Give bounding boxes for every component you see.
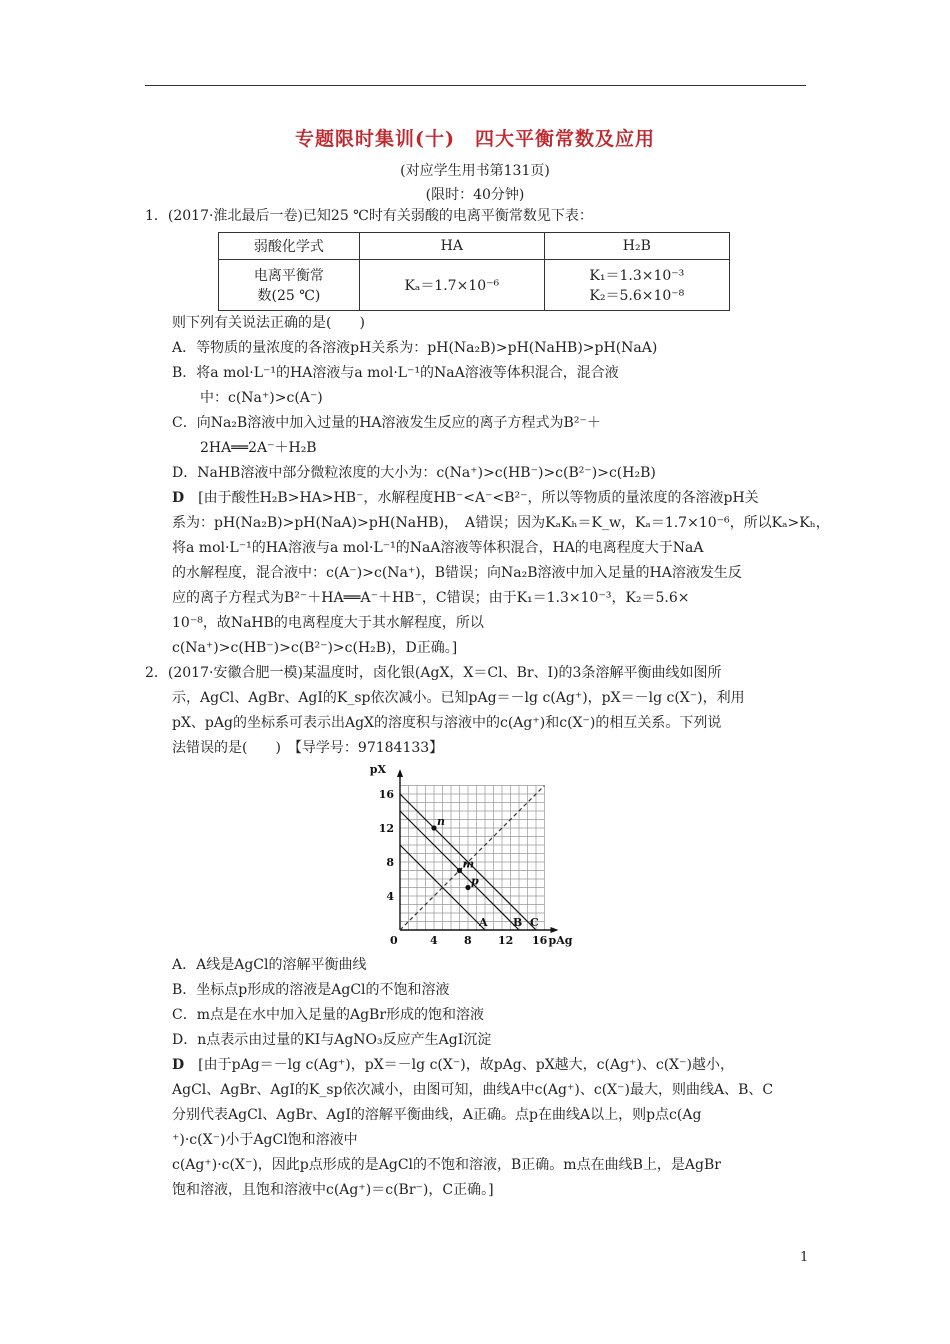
q2-stem-2: 示，AgCl、AgBr、AgI的K_sp依次减小。已知pAg＝－lg c(Ag⁺)，pX＝－lg c(X⁻)，利用	[172, 690, 745, 706]
q2-option-b: B．坐标点p形成的溶液是AgCl的不饱和溶液	[172, 982, 450, 998]
q2-answer: D	[172, 1057, 185, 1073]
q1-constants-table	[218, 232, 730, 311]
q1-option-a: A．等物质的量浓度的各溶液pH关系为：pH(Na₂B)>pH(NaHB)>pH(NaA)	[172, 340, 658, 356]
q1-explanation-5: 应的离子方程式为B²⁻＋HA══A⁻＋HB⁻，C错误；由于K₁＝1.3×10⁻³，K₂＝5.6×	[172, 590, 690, 606]
x-axis-arrow	[551, 927, 559, 933]
q1-explanation-7: c(Na⁺)>c(HB⁻)>c(B²⁻)>c(H₂B)，D正确。]	[172, 640, 458, 656]
q2-option-c: C．m点是在水中加入足量的AgBr形成的饱和溶液	[172, 1007, 485, 1023]
q1-option-c-cont: 2HA══2A⁻＋H₂B	[200, 440, 317, 456]
table-cell-ka: Kₐ＝1.7×10⁻⁶	[359, 260, 544, 311]
table-row-label: 电离平衡常 数(25 ℃)	[219, 260, 360, 311]
point-n	[431, 825, 436, 830]
q2-explanation-2: AgCl、AgBr、AgI的K_sp依次减小，由图可知，曲线A中c(Ag⁺)、c(X⁻)最大，则曲线A、B、C	[172, 1082, 774, 1098]
x-axis-label: pAg	[548, 934, 573, 947]
q1-explanation-4: 的水解程度，混合液中：c(A⁻)>c(Na⁺)，B错误；向Na₂B溶液中加入足量的HA溶液发生反	[172, 565, 742, 581]
q1-explanation-2: 系为：pH(Na₂B)>pH(NaA)>pH(NaHB)， A错误；因为KₐKₕ＝K_w，Kₐ＝1.7×10⁻⁶，所以Kₐ>Kₕ，	[172, 515, 830, 531]
q1-ask: 则下列有关说法正确的是( )	[172, 315, 365, 331]
table-header-ha: HA	[359, 233, 544, 260]
q2-explanation-6: 饱和溶液，且饱和溶液中c(Ag⁺)＝c(Br⁻)，C正确。]	[172, 1182, 494, 1198]
point-m	[457, 868, 462, 873]
q1-option-c: C．向Na₂B溶液中加入过量的HA溶液发生反应的离子方程式为B²⁻＋	[172, 415, 601, 431]
q2-option-d: D．n点表示由过量的KI与AgNO₃反应产生AgI沉淀	[172, 1032, 492, 1048]
series-label-C: C	[530, 916, 539, 929]
point-label-m: m	[462, 857, 475, 871]
q2-explanation-3: 分别代表AgCl、AgBr、AgI的溶解平衡曲线，A正确。点p在曲线A以上，则p点c(Ag	[172, 1107, 702, 1123]
page-title: 专题限时集训(十) 四大平衡常数及应用	[295, 128, 655, 150]
series-label-A: A	[479, 916, 488, 929]
q2-stem-4: 法错误的是( ) 【导学号：97184133】	[172, 740, 444, 756]
table-cell-k1k2: K₁＝1.3×10⁻³ K₂＝5.6×10⁻⁸	[544, 260, 729, 311]
y-axis-arrow	[397, 769, 403, 777]
series-label-B: B	[513, 916, 523, 929]
x-tick-label: 8	[464, 934, 472, 947]
table-header-h2b: H₂B	[544, 233, 729, 260]
subtitle-time-limit: (限时：40分钟)	[425, 187, 525, 203]
q2-stem-1: 2．(2017·安徽合肥一模)某温度时，卤化银(AgX，X＝Cl、Br、I)的3条溶解平衡曲线如图所	[145, 665, 722, 681]
q2-explanation-5: c(Ag⁺)·c(X⁻)，因此p点形成的是AgCl的不饱和溶液，B正确。m点在曲线B上，是AgBr	[172, 1157, 721, 1173]
x-tick-label: 12	[498, 934, 514, 947]
q1-explanation-3: 将a mol·L⁻¹的HA溶液与a mol·L⁻¹的NaA溶液等体积混合，HA的电离程度大于NaA	[172, 540, 704, 556]
y-tick-label: 12	[378, 822, 394, 835]
point-label-n: n	[437, 815, 445, 828]
y-axis-label: pX	[369, 763, 386, 776]
subtitle-reference: (对应学生用书第131页)	[400, 163, 550, 179]
table-header-formula: 弱酸化学式	[219, 233, 360, 260]
point-p	[465, 885, 470, 890]
q1-option-b: B．将a mol·L⁻¹的HA溶液与a mol·L⁻¹的NaA溶液等体积混合，混合液	[172, 365, 619, 381]
y-tick-label: 16	[378, 788, 394, 801]
q1-explanation-6: 10⁻⁸，故NaHB的电离程度大于其水解程度，所以	[172, 615, 484, 631]
q2-explanation-4: ⁺)·c(X⁻)小于AgCl饱和溶液中	[172, 1132, 358, 1148]
x-tick-label: 0	[390, 934, 398, 947]
header-rule	[145, 85, 806, 86]
y-tick-label: 8	[386, 856, 394, 869]
solubility-chart	[360, 760, 575, 955]
q2-explanation: D [由于pAg＝－lg c(Ag⁺)，pX＝－lg c(X⁻)，故pAg、pX越大，c(Ag⁺)、c(X⁻)越小，	[172, 1057, 735, 1073]
q1-option-d: D．NaHB溶液中部分微粒浓度的大小为：c(Na⁺)>c(HB⁻)>c(B²⁻)>c(H₂B)	[172, 465, 656, 481]
q2-option-a: A．A线是AgCl的溶解平衡曲线	[172, 957, 367, 973]
q2-stem-3: pX、pAg的坐标系可表示出AgX的溶度积与溶液中的c(Ag⁺)和c(X⁻)的相互关系。下列说	[172, 715, 722, 731]
q1-answer: D	[172, 490, 185, 506]
page-number: 1	[800, 1250, 809, 1265]
q1-option-b-cont: 中：c(Na⁺)>c(A⁻)	[200, 390, 323, 406]
point-label-p: p	[471, 874, 479, 888]
y-tick-label: 4	[386, 890, 394, 903]
q1-stem: 1．(2017·淮北最后一卷)已知25 ℃时有关弱酸的电离平衡常数见下表：	[145, 208, 593, 224]
x-tick-label: 16	[532, 934, 548, 947]
q1-explanation: D [由于酸性H₂B>HA>HB⁻，水解程度HB⁻<A⁻<B²⁻，所以等物质的量浓度的各溶液pH关	[172, 490, 759, 506]
x-tick-label: 4	[430, 934, 438, 947]
